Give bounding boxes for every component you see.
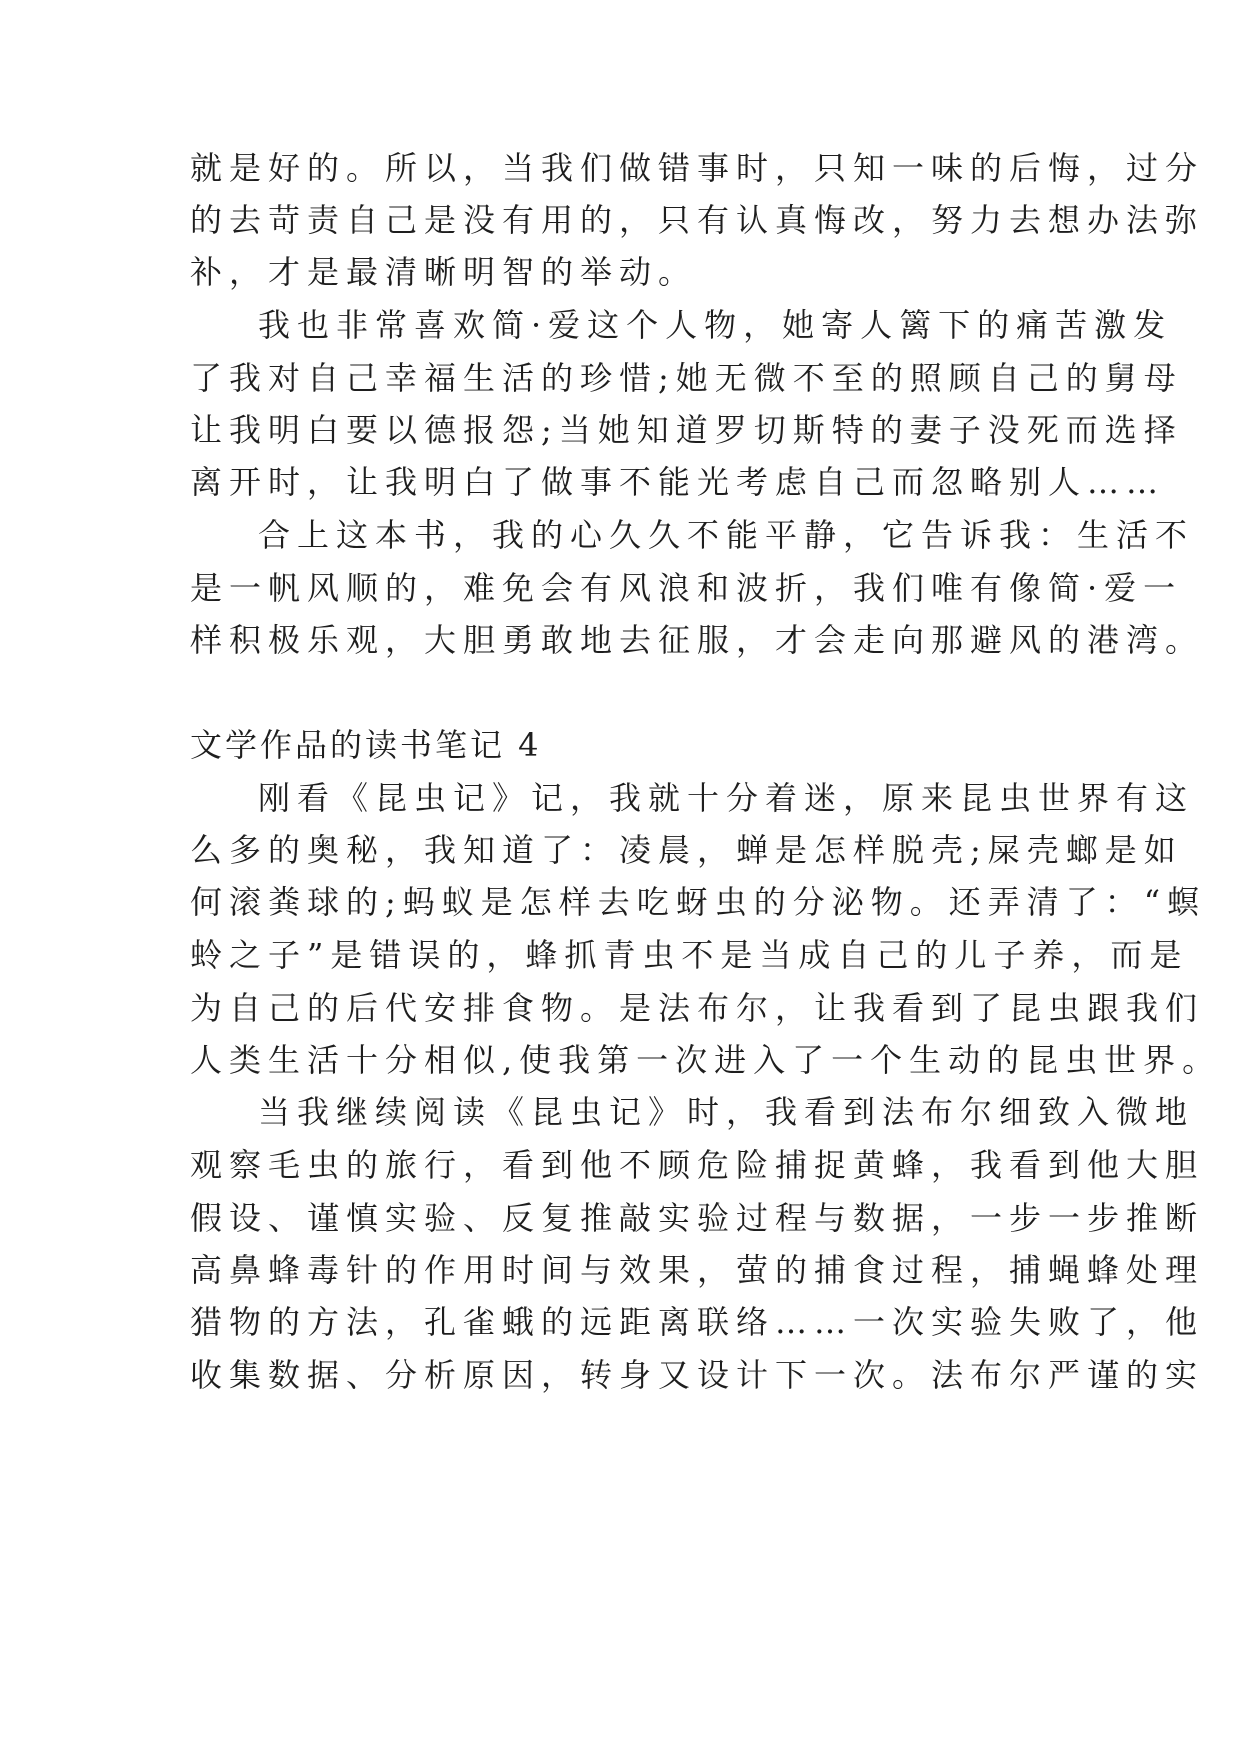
text-line: 是一帆风顺的，难免会有风浪和波折，我们唯有像简·爱一 [190,569,1183,607]
text-line: 补，才是最清晰明智的举动。 [190,253,698,291]
text-line: 的去苛责自己是没有用的，只有认真悔改，努力去想办法弥 [190,201,1205,239]
text-line: 合上这本书，我的心久久不能平静，它告诉我：生活不 [258,516,1195,554]
text-line: 观察毛虫的旅行，看到他不顾危险捕捉黄蜂，我看到他大胆 [190,1146,1205,1184]
text-line: 假设、谨慎实验、反复推敲实验过程与数据，一步一步推断 [190,1199,1205,1237]
text-line: 刚看《昆虫记》记，我就十分着迷，原来昆虫世界有这 [258,779,1195,817]
text-line: 样积极乐观，大胆勇敢地去征服，才会走向那避风的港湾。 [190,621,1205,659]
text-line: 为自己的后代安排食物。是法布尔，让我看到了昆虫跟我们 [190,989,1205,1027]
text-line: 高鼻蜂毒针的作用时间与效果，萤的捕食过程，捕蝇蜂处理 [190,1251,1205,1289]
text-line: 收集数据、分析原因，转身又设计下一次。法布尔严谨的实 [190,1356,1205,1394]
text-line: 了我对自己幸福生活的珍惜;她无微不至的照顾自己的舅母 [190,359,1183,397]
text-line: 蛉之子”是错误的，蜂抓青虫不是当成自己的儿子养，而是 [190,936,1189,974]
text-line: 么多的奥秘，我知道了：凌晨，蝉是怎样脱壳;屎壳螂是如 [190,831,1183,869]
text-line: 人类生活十分相似,使我第一次进入了一个生动的昆虫世界。 [190,1041,1222,1079]
text-line: 让我明白要以德报怨;当她知道罗切斯特的妻子没死而选择 [190,411,1183,449]
text-line: 就是好的。所以，当我们做错事时，只知一味的后悔，过分 [190,149,1205,187]
text-line: 当我继续阅读《昆虫记》时，我看到法布尔细致入微地 [258,1093,1195,1131]
text-line: 猎物的方法，孔雀蛾的远距离联络……一次实验失败了，他 [190,1303,1205,1341]
text-line: 离开时，让我明白了做事不能光考虑自己而忽略别人…… [190,463,1166,501]
text-line: 我也非常喜欢简·爱这个人物，她寄人篱下的痛苦激发 [258,306,1173,344]
section-heading: 文学作品的读书笔记 4 [190,726,542,764]
text-line: 何滚粪球的;蚂蚁是怎样去吃蚜虫的分泌物。还弄清了：“螟 [190,883,1207,921]
